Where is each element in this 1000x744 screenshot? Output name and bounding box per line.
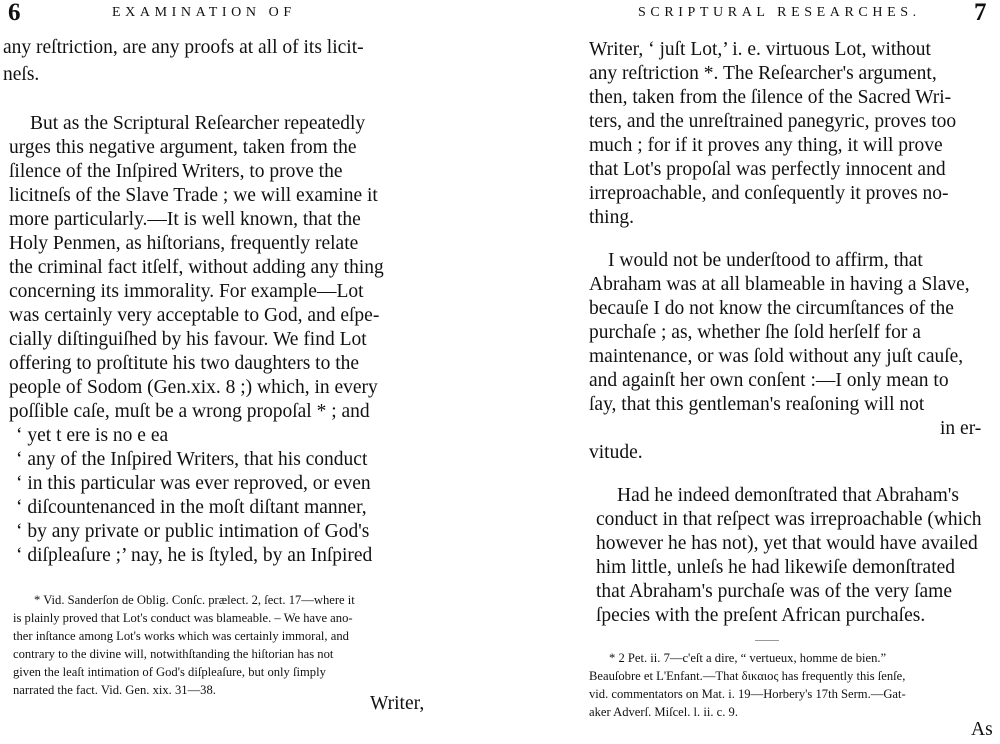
text-line: becauſe I do not know the circumſtances of the (589, 298, 954, 319)
running-header-left: EXAMINATION OF (112, 5, 296, 20)
right-page (500, 0, 1000, 744)
text-line: that Abraham's purchaſe was of the very ſame (596, 581, 953, 602)
text-line: the criminal fact itſelf, without adding any thing (9, 257, 384, 278)
text-line: ſay, that this gentleman's reaſoning will not (589, 394, 925, 415)
text-line: neſs. (3, 64, 40, 85)
text-line: in er- (940, 418, 982, 439)
text-line: ters, and the unreſtrained panegyric, proves too (589, 111, 957, 132)
footnote-line: * 2 Pet. ii. 7—c'eſt a dire, “ vertueux, homme de bien.” (609, 651, 887, 665)
text-line: that Lot's propoſal was perfectly innocent and (589, 159, 946, 180)
text-line: people of Sodom (Gen.xix. 8 ;) which, in every (9, 377, 378, 398)
footnote-rule (755, 640, 779, 641)
text-line: more particularly.—It is well known, that the (9, 209, 361, 230)
text-line: him little, unleſs he had likewiſe demonſtrated (596, 557, 956, 578)
text-line: vitude. (589, 442, 643, 463)
footnote-line: ther inſtance among Lot's works which was certainly immoral, and (13, 629, 349, 643)
catchword-left: Writer, (370, 693, 425, 714)
text-line: any reſtriction, are any proofs at all of its licit- (3, 37, 364, 58)
text-line: Writer, ‘ juſt Lot,’ i. e. virtuous Lot, without (589, 39, 931, 60)
text-line: thing. (589, 207, 634, 228)
text-line: conduct in that reſpect was irreproachable (which (596, 509, 982, 530)
running-header-right: SCRIPTURAL RESEARCHES. (638, 5, 921, 20)
text-line: ‘ in this particular was ever reproved, or even (16, 473, 371, 494)
text-line: ‘ diſcountenanced in the moſt diſtant manner, (16, 497, 367, 518)
text-line: ‘ any of the Inſpired Writers, that his conduct (16, 449, 368, 470)
text-line: I would not be underſtood to affirm, that (608, 250, 923, 271)
footnote-line: aker Adverſ. Miſcel. l. ii. c. 9. (589, 705, 738, 719)
footnote-line: vid. commentators on Mat. i. 19—Horbery's 17th Serm.—Gat- (589, 687, 906, 701)
text-line: urges this negative argument, taken from the (9, 137, 357, 158)
footnote-line: narrated the fact. Vid. Gen. xix. 31—38. (13, 683, 216, 697)
text-line: Holy Penmen, as hiſtorians, frequently relate (9, 233, 359, 254)
catchword-right: As (971, 719, 993, 740)
text-line: purchaſe ; as, whether ſhe ſold herſelf for a (589, 322, 921, 343)
text-line: was certainly very acceptable to God, and eſpe- (9, 305, 380, 326)
text-line: ſilence of the Inſpired Writers, to prove the (9, 161, 343, 182)
text-line: and againſt her own conſent :—I only mean to (589, 370, 949, 391)
footnote-line: * Vid. Sanderſon de Oblig. Conſc. prælect. 2, ſect. 17—where it (34, 593, 355, 607)
footnote-line: contrary to the divine will, notwithſtanding the hiſtorian has not (13, 647, 334, 661)
text-line: however he has not), yet that would have availed (596, 533, 978, 554)
text-line: poſſible caſe, muſt be a wrong propoſal * ; and (9, 401, 370, 422)
text-line: ‘ by any private or public intimation of God's (16, 521, 370, 542)
text-line: Had he indeed demonſtrated that Abraham's (617, 485, 959, 506)
text-line: licitneſs of the Slave Trade ; we will examine it (9, 185, 378, 206)
text-line: then, taken from the ſilence of the Sacred Wri- (589, 87, 952, 108)
text-line: much ; for if it proves any thing, it will prove (589, 135, 943, 156)
text-line: irreproachable, and conſequently it proves no- (589, 183, 949, 204)
footnote-line: is plainly proved that Lot's conduct was blameable. – We have ano- (13, 611, 353, 625)
text-line: ‘ yet t ere is no e ea (16, 425, 169, 446)
text-line: ‘ diſpleaſure ;’ nay, he is ſtyled, by an Inſpired (16, 545, 373, 566)
text-line: maintenance, or was ſold without any juſt cauſe, (589, 346, 964, 367)
text-line: offering to proſtitute his two daughters to the (9, 353, 360, 374)
text-line: But as the Scriptural Reſearcher repeatedly (30, 113, 366, 134)
page-number-right: 7 (974, 0, 987, 26)
text-line: ſpecies with the preſent African purchaſes. (596, 605, 926, 626)
text-line: Abraham was at all blameable in having a Slave, (589, 274, 970, 295)
text-line: any reſtriction *. The Reſearcher's argument, (589, 63, 937, 84)
page-number-left: 6 (8, 0, 21, 26)
footnote-line: Beauſobre et L'Enfant.—That δικαιος has frequently this ſenſe, (589, 669, 906, 683)
text-line: cially diſtinguiſhed by his favour. We find Lot (9, 329, 367, 350)
footnote-line: given the leaſt intimation of God's diſpleaſure, but only ſimply (13, 665, 326, 679)
text-line: concerning its immorality. For example—Lot (9, 281, 364, 302)
